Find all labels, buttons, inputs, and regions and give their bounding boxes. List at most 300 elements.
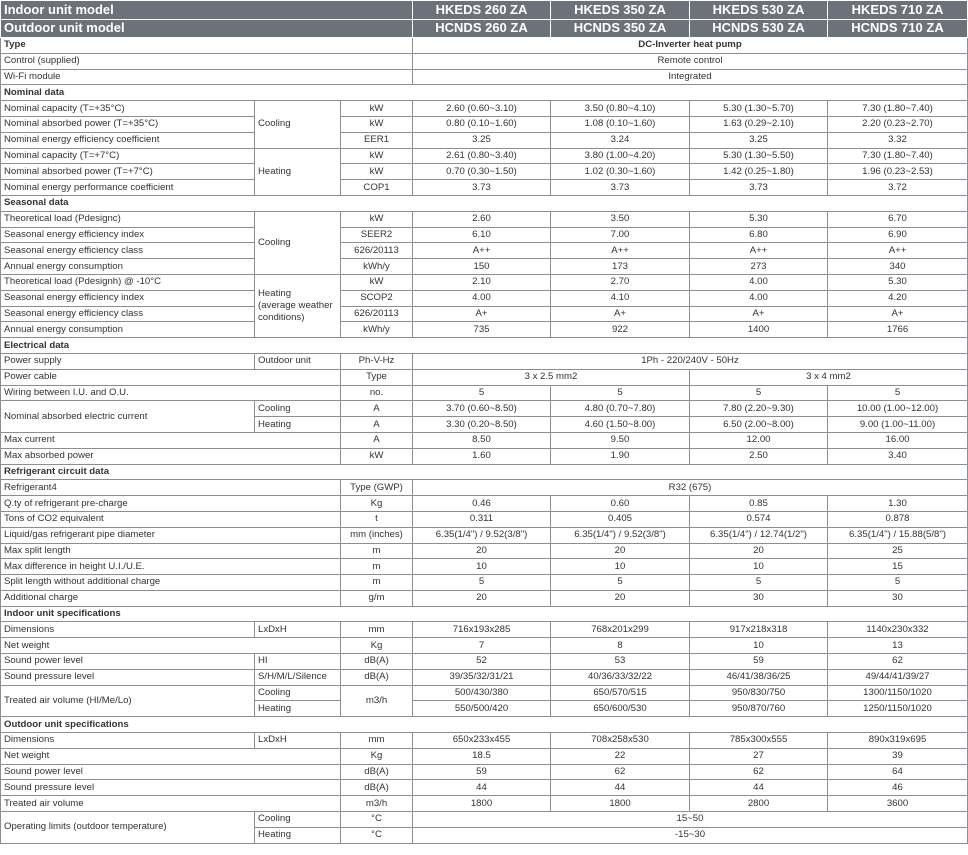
table-row	[1, 685, 968, 701]
cell: 3.30 (0.20~8.50)	[413, 417, 551, 433]
cell: 0.70 (0.30~1.50)	[413, 164, 551, 180]
row-unit: kW	[341, 274, 413, 290]
header-row-indoor	[1, 1, 968, 20]
cell: 22	[551, 748, 690, 764]
cell: 1250/1150/1020	[828, 701, 968, 717]
cell: 3600	[828, 796, 968, 812]
group-label: Heating	[255, 417, 341, 433]
cell: 4.80 (0.70~7.80)	[551, 401, 690, 417]
section-title: Nominal data	[1, 85, 968, 101]
section-title: Outdoor unit specifications	[1, 717, 968, 733]
cell: 1800	[551, 796, 690, 812]
cell: 59	[413, 764, 551, 780]
cell: 3 x 2.5 mm2	[413, 369, 690, 385]
cell: 0.878	[828, 511, 968, 527]
table-row	[1, 796, 968, 812]
table-row	[1, 306, 968, 322]
table-row	[1, 116, 968, 132]
table-row	[1, 180, 968, 196]
cell: 1.08 (0.10~1.60)	[551, 116, 690, 132]
row-unit: kW	[341, 164, 413, 180]
cell: 340	[828, 259, 968, 275]
cell: 0.405	[551, 511, 690, 527]
table-row	[1, 590, 968, 606]
cell: 9.50	[551, 432, 690, 448]
row-unit: m	[341, 543, 413, 559]
table-row	[1, 480, 968, 496]
cell: 30	[828, 590, 968, 606]
cell: 1800	[413, 796, 551, 812]
outdoor-model-1: HCNDS 260 ZA	[413, 19, 551, 38]
table-row	[1, 748, 968, 764]
row-unit: SCOP2	[341, 290, 413, 306]
cell: A++	[690, 243, 828, 259]
cell: 950/830/750	[690, 685, 828, 701]
table-row	[1, 622, 968, 638]
row-label: Nominal absorbed power (T=+7°C)	[1, 164, 255, 180]
table-row	[1, 511, 968, 527]
section-row	[1, 338, 968, 354]
table-row	[1, 812, 968, 828]
cell: 6.35(1/4") / 9.52(3/8")	[551, 527, 690, 543]
table-row	[1, 669, 968, 685]
cell: 1.02 (0.30~1.60)	[551, 164, 690, 180]
indoor-model-2: HKEDS 350 ZA	[551, 1, 690, 20]
cell: 20	[413, 543, 551, 559]
cell: 150	[413, 259, 551, 275]
cell: 3.73	[690, 180, 828, 196]
cell: 785x300x555	[690, 733, 828, 749]
table-row	[1, 527, 968, 543]
type-label: Type	[1, 38, 413, 54]
cell: 1400	[690, 322, 828, 338]
control-label: Control (supplied)	[1, 53, 413, 69]
cell: 10	[690, 638, 828, 654]
row-unit: m	[341, 559, 413, 575]
cell: 4.10	[551, 290, 690, 306]
row-label: Treated air volume	[1, 796, 341, 812]
cell: 9.00 (1.00~11.00)	[828, 417, 968, 433]
row-unit: 626/20113	[341, 243, 413, 259]
cell: 6.50 (2.00~8.00)	[690, 417, 828, 433]
cell: 0.60	[551, 496, 690, 512]
outdoor-model-3: HCNDS 530 ZA	[690, 19, 828, 38]
section-title: Refrigerant circuit data	[1, 464, 968, 480]
cell: 5.30	[828, 274, 968, 290]
row-unit: A	[341, 401, 413, 417]
cell: 62	[690, 764, 828, 780]
cell: 53	[551, 654, 690, 670]
cell: 2.50	[690, 448, 828, 464]
cell: A+	[551, 306, 690, 322]
cell: 2.10	[413, 274, 551, 290]
cell: 59	[690, 654, 828, 670]
cell: 890x319x695	[828, 733, 968, 749]
cell: 12.00	[690, 432, 828, 448]
cell: R32 (675)	[413, 480, 968, 496]
cell: 7.30 (1.80~7.40)	[828, 148, 968, 164]
group-label: HI	[255, 654, 341, 670]
outdoor-model-2: HCNDS 350 ZA	[551, 19, 690, 38]
cell: 0.311	[413, 511, 551, 527]
cell: 2.61 (0.80~3.40)	[413, 148, 551, 164]
row-label: Dimensions	[1, 622, 255, 638]
cell: 18.5	[413, 748, 551, 764]
group-label: Cooling	[255, 812, 341, 828]
cell: 1Ph - 220/240V - 50Hz	[413, 353, 968, 369]
cell: 3.80 (1.00~4.20)	[551, 148, 690, 164]
table-row	[1, 575, 968, 591]
cell: 2.70	[551, 274, 690, 290]
cell: 30	[690, 590, 828, 606]
section-title: Indoor unit specifications	[1, 606, 968, 622]
row-label: Nominal absorbed power (T=+35°C)	[1, 116, 255, 132]
cell: 7.80 (2.20~9.30)	[690, 401, 828, 417]
row-unit: A	[341, 417, 413, 433]
group-label-line: Heating	[258, 288, 292, 300]
table-row	[1, 101, 968, 117]
cell: 4.00	[413, 290, 551, 306]
group-label: Heating	[255, 701, 341, 717]
row-unit: kW	[341, 148, 413, 164]
table-row	[1, 543, 968, 559]
cell: 39/35/32/31/21	[413, 669, 551, 685]
row-unit: dB(A)	[341, 654, 413, 670]
cell: 716x193x285	[413, 622, 551, 638]
cell: 3 x 4 mm2	[690, 369, 968, 385]
row-label: Theoretical load (Pdesignc)	[1, 211, 255, 227]
cell: 4.00	[690, 290, 828, 306]
cell: 15	[828, 559, 968, 575]
indoor-model-3: HKEDS 530 ZA	[690, 1, 828, 20]
cell: 735	[413, 322, 551, 338]
row-label: Treated air volume (HI/Me/Lo)	[1, 685, 255, 717]
row-unit: 626/20113	[341, 306, 413, 322]
table-row	[1, 654, 968, 670]
cell: 7.00	[551, 227, 690, 243]
cell: 550/500/420	[413, 701, 551, 717]
group-label: Cooling	[255, 211, 341, 274]
cell: 44	[690, 780, 828, 796]
section-row	[1, 464, 968, 480]
cell: 922	[551, 322, 690, 338]
cell: 3.73	[551, 180, 690, 196]
cell: 3.24	[551, 132, 690, 148]
row-label: Seasonal energy efficiency class	[1, 306, 255, 322]
cell: 7	[413, 638, 551, 654]
row-unit: EER1	[341, 132, 413, 148]
cell: A++	[413, 243, 551, 259]
indoor-model-4: HKEDS 710 ZA	[828, 1, 968, 20]
cell: 1.96 (0.23~2.53)	[828, 164, 968, 180]
row-unit: dB(A)	[341, 764, 413, 780]
table-row	[1, 780, 968, 796]
cell: 49/44/41/39/27	[828, 669, 968, 685]
cell: 62	[551, 764, 690, 780]
cell: 10	[690, 559, 828, 575]
cell: 52	[413, 654, 551, 670]
cell: 5	[690, 385, 828, 401]
row-label: Power supply	[1, 353, 255, 369]
row-label: Max split length	[1, 543, 341, 559]
row-label: Annual energy consumption	[1, 322, 255, 338]
table-row	[1, 638, 968, 654]
cell: 917x218x318	[690, 622, 828, 638]
cell: 8.50	[413, 432, 551, 448]
cell: 10.00 (1.00~12.00)	[828, 401, 968, 417]
cell: 273	[690, 259, 828, 275]
table-row	[1, 369, 968, 385]
cell: 5	[551, 575, 690, 591]
row-label: Max absorbed power	[1, 448, 341, 464]
cell: A+	[828, 306, 968, 322]
section-row	[1, 85, 968, 101]
row-label: Net weight	[1, 638, 341, 654]
cell: 10	[413, 559, 551, 575]
cell: 650/570/515	[551, 685, 690, 701]
table-row	[1, 764, 968, 780]
row-label: Nominal energy performance coefficient	[1, 180, 255, 196]
row-unit: m3/h	[341, 796, 413, 812]
cell: 5.30 (1.30~5.70)	[690, 101, 828, 117]
cell: 3.72	[828, 180, 968, 196]
table-row	[1, 290, 968, 306]
row-label: Liquid/gas refrigerant pipe diameter	[1, 527, 341, 543]
row-unit: kW	[341, 211, 413, 227]
row-label: Max current	[1, 432, 341, 448]
cell: 1.63 (0.29~2.10)	[690, 116, 828, 132]
cell: 15~50	[413, 812, 968, 828]
table-row	[1, 243, 968, 259]
cell: 4.60 (1.50~8.00)	[551, 417, 690, 433]
row-unit: kW	[341, 101, 413, 117]
cell: 768x201x299	[551, 622, 690, 638]
cell: 5	[413, 575, 551, 591]
row-label: Wiring between I.U. and O.U.	[1, 385, 341, 401]
type-row	[1, 38, 968, 54]
cell: 2.60	[413, 211, 551, 227]
row-unit: SEER2	[341, 227, 413, 243]
group-label: S/H/M/L/Silence	[255, 669, 341, 685]
cell: 5.30	[690, 211, 828, 227]
row-unit: kWh/y	[341, 322, 413, 338]
table-row	[1, 132, 968, 148]
cell: 25	[828, 543, 968, 559]
row-unit: no.	[341, 385, 413, 401]
row-label: Power cable	[1, 369, 341, 385]
row-label: Q.ty of refrigerant pre-charge	[1, 496, 341, 512]
cell: 8	[551, 638, 690, 654]
cell: 40/36/33/32/22	[551, 669, 690, 685]
section-title: Seasonal data	[1, 195, 968, 211]
row-unit: Type	[341, 369, 413, 385]
row-unit: mm	[341, 733, 413, 749]
section-row	[1, 195, 968, 211]
row-unit: Kg	[341, 748, 413, 764]
cell: 1.42 (0.25~1.80)	[690, 164, 828, 180]
cell: 20	[413, 590, 551, 606]
indoor-model-1: HKEDS 260 ZA	[413, 1, 551, 20]
row-label: Nominal absorbed electric current	[1, 401, 255, 433]
group-label: Cooling	[255, 685, 341, 701]
cell: 2.60 (0.60~3.10)	[413, 101, 551, 117]
row-label: Seasonal energy efficiency index	[1, 227, 255, 243]
group-label-line: (average weather	[258, 300, 333, 312]
table-row	[1, 448, 968, 464]
cell: 1766	[828, 322, 968, 338]
row-label: Sound pressure level	[1, 780, 341, 796]
cell: 27	[690, 748, 828, 764]
cell: 0.85	[690, 496, 828, 512]
row-unit: kWh/y	[341, 259, 413, 275]
cell: 0.574	[690, 511, 828, 527]
outdoor-model-4: HCNDS 710 ZA	[828, 19, 968, 38]
table-row	[1, 227, 968, 243]
cell: 6.70	[828, 211, 968, 227]
cell: 1140x230x332	[828, 622, 968, 638]
cell: 64	[828, 764, 968, 780]
group-label: Cooling	[255, 401, 341, 417]
group-label: Cooling	[255, 101, 341, 148]
row-unit: Kg	[341, 638, 413, 654]
header-row-outdoor	[1, 19, 968, 38]
cell: 3.25	[413, 132, 551, 148]
cell: 6.80	[690, 227, 828, 243]
row-label: Seasonal energy efficiency class	[1, 243, 255, 259]
cell: 3.50 (0.80~4.10)	[551, 101, 690, 117]
cell: 6.35(1/4") / 9.52(3/8")	[413, 527, 551, 543]
table-row	[1, 148, 968, 164]
control-row	[1, 53, 968, 69]
cell: 0.80 (0.10~1.60)	[413, 116, 551, 132]
cell: 3.25	[690, 132, 828, 148]
cell: 5	[413, 385, 551, 401]
table-row	[1, 211, 968, 227]
cell: 5.30 (1.30~5.50)	[690, 148, 828, 164]
cell: A+	[413, 306, 551, 322]
table-row	[1, 401, 968, 417]
wifi-row	[1, 69, 968, 85]
cell: 20	[551, 590, 690, 606]
row-label: Refrigerant4	[1, 480, 341, 496]
cell: 0.46	[413, 496, 551, 512]
cell: A++	[551, 243, 690, 259]
indoor-model-label: Indoor unit model	[1, 1, 413, 20]
cell: 39	[828, 748, 968, 764]
cell: 20	[551, 543, 690, 559]
cell: 46	[828, 780, 968, 796]
row-label: Sound power level	[1, 654, 255, 670]
row-label: Tons of CO2 equivalent	[1, 511, 341, 527]
cell: 5	[690, 575, 828, 591]
cell: 1.60	[413, 448, 551, 464]
wifi-value: Integrated	[413, 69, 968, 85]
cell: 1300/1150/1020	[828, 685, 968, 701]
cell: 44	[413, 780, 551, 796]
row-label: Additional charge	[1, 590, 341, 606]
row-label: Dimensions	[1, 733, 255, 749]
cell: 6.90	[828, 227, 968, 243]
cell: 2.20 (0.23~2.70)	[828, 116, 968, 132]
table-row	[1, 733, 968, 749]
row-unit: g/m	[341, 590, 413, 606]
cell: 13	[828, 638, 968, 654]
outdoor-model-label: Outdoor unit model	[1, 19, 413, 38]
row-label: Nominal capacity (T=+7°C)	[1, 148, 255, 164]
cell: A++	[828, 243, 968, 259]
cell: A+	[690, 306, 828, 322]
cell: 3.50	[551, 211, 690, 227]
cell: 1.90	[551, 448, 690, 464]
section-title: Electrical data	[1, 338, 968, 354]
cell: 173	[551, 259, 690, 275]
cell: 16.00	[828, 432, 968, 448]
row-label: Annual energy consumption	[1, 259, 255, 275]
row-label: Seasonal energy efficiency index	[1, 290, 255, 306]
table-row	[1, 274, 968, 290]
wifi-label: Wi-Fi module	[1, 69, 413, 85]
cell: 3.73	[413, 180, 551, 196]
row-unit: kW	[341, 448, 413, 464]
row-label: Nominal capacity (T=+35°C)	[1, 101, 255, 117]
row-label: Net weight	[1, 748, 341, 764]
group-label: Outdoor unit	[255, 353, 341, 369]
row-label: Operating limits (outdoor temperature)	[1, 812, 255, 844]
type-value: DC-Inverter heat pump	[413, 38, 968, 54]
control-value: Remote control	[413, 53, 968, 69]
row-unit: dB(A)	[341, 669, 413, 685]
cell: 3.40	[828, 448, 968, 464]
section-row	[1, 717, 968, 733]
cell: 5	[828, 385, 968, 401]
table-row	[1, 259, 968, 275]
table-row	[1, 322, 968, 338]
cell: 500/430/380	[413, 685, 551, 701]
row-unit: mm	[341, 622, 413, 638]
row-label: Sound power level	[1, 764, 341, 780]
row-unit: °C	[341, 827, 413, 843]
cell: -15~30	[413, 827, 968, 843]
cell: 62	[828, 654, 968, 670]
group-label: Heating	[255, 148, 341, 195]
cell: 4.00	[690, 274, 828, 290]
cell: 708x258x530	[551, 733, 690, 749]
row-unit: Ph-V-Hz	[341, 353, 413, 369]
row-unit: m	[341, 575, 413, 591]
cell: 3.32	[828, 132, 968, 148]
row-unit: Kg	[341, 496, 413, 512]
group-label: LxDxH	[255, 622, 341, 638]
cell: 650/600/530	[551, 701, 690, 717]
row-label: Max difference in height U.I./U.E.	[1, 559, 341, 575]
cell: 2800	[690, 796, 828, 812]
row-unit: A	[341, 432, 413, 448]
row-label: Theoretical load (Pdesignh) @ -10°C	[1, 274, 255, 290]
group-label	[255, 274, 341, 337]
cell: 5	[828, 575, 968, 591]
cell: 44	[551, 780, 690, 796]
cell: 1.30	[828, 496, 968, 512]
row-unit: COP1	[341, 180, 413, 196]
table-row	[1, 385, 968, 401]
cell: 7.30 (1.80~7.40)	[828, 101, 968, 117]
table-row	[1, 353, 968, 369]
cell: 5	[551, 385, 690, 401]
section-row	[1, 606, 968, 622]
row-unit: kW	[341, 116, 413, 132]
row-label: Sound pressure level	[1, 669, 255, 685]
cell: 6.35(1/4") / 15.88(5/8")	[828, 527, 968, 543]
